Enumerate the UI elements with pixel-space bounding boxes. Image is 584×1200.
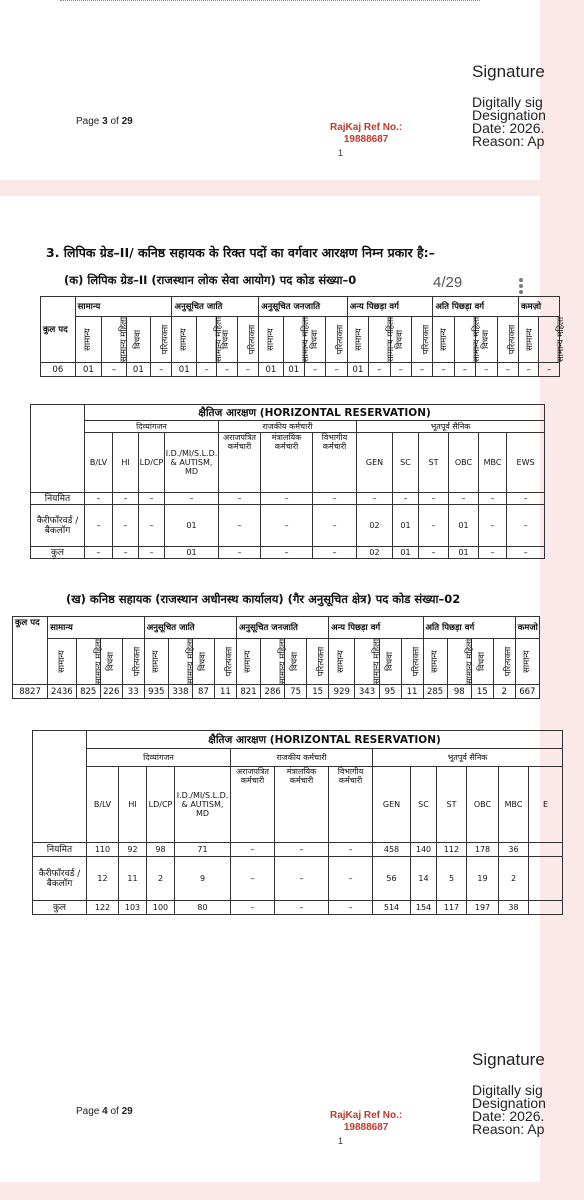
table-cell: – <box>304 363 325 377</box>
table-cell: – <box>196 363 216 377</box>
group-header: भूतपूर्व सैनिक <box>357 421 545 433</box>
table-cell: – <box>275 843 329 857</box>
subcol-header: विधवा <box>390 317 411 363</box>
rajkaj-ref: RajKaj Ref No.: 19888687 <box>330 1110 403 1133</box>
table-cell: – <box>393 493 419 505</box>
subcol-header: सामान्य महिला <box>168 639 192 685</box>
document-page-4 <box>0 196 567 1182</box>
col-header: EWS <box>507 433 545 493</box>
section-heading: 3. लिपिक ग्रेड–II/ कनिष्ठ सहायक के रिक्त पदों का वर्गवार आरक्षण निम्न प्रकार है:– <box>46 245 435 260</box>
subcol-header: विधवा <box>126 317 150 363</box>
table-cell: 2436 <box>48 685 77 699</box>
table-cell: 825 <box>76 685 100 699</box>
hz-group-row <box>33 749 563 767</box>
col-header: OBC <box>467 767 499 843</box>
table-cell: – <box>275 857 329 901</box>
subcol-header: सामान्य महिला <box>447 639 471 685</box>
subcol-header: विधवा <box>471 639 493 685</box>
table-cell: 14 <box>411 857 437 901</box>
table-cell: 06 <box>41 363 76 377</box>
subcol-header: परित्यक्ता <box>122 639 144 685</box>
table-cell: 2 <box>493 685 515 699</box>
table-cell: – <box>275 901 329 915</box>
table-cell: – <box>476 363 497 377</box>
hz-col-row <box>33 767 563 843</box>
col-header: विभागीय कर्मचारी <box>329 767 373 843</box>
subcol-header: सामान्य <box>347 317 368 363</box>
subcol-header: सामान्य <box>259 317 283 363</box>
col-header: मंत्रालयिक कर्मचारी <box>261 433 313 493</box>
page-indicator: 4/29 <box>430 274 465 291</box>
table-row <box>13 685 540 699</box>
table-cell: 75 <box>285 685 307 699</box>
row-label: कुल <box>31 547 85 559</box>
col-header: अराजपत्रित कर्मचारी <box>231 767 275 843</box>
row-label: नियमित <box>31 493 85 505</box>
table-cell <box>529 901 563 915</box>
table-cell: – <box>219 547 261 559</box>
table-row <box>31 505 545 547</box>
col-header: HI <box>113 433 139 493</box>
group-header: कमज़ो <box>518 297 559 317</box>
table-cell: – <box>329 901 373 915</box>
table-ka-group-row <box>41 297 560 317</box>
col-header: SC <box>393 433 419 493</box>
table-cell: 01 <box>449 547 479 559</box>
table-cell: – <box>507 547 545 559</box>
subcol-header: सामान्य महिला <box>454 317 475 363</box>
subcol-header: विधवा <box>304 317 325 363</box>
table-cell: – <box>231 857 275 901</box>
subcol-header: सामान्य महिला <box>355 639 379 685</box>
table-cell: – <box>433 363 454 377</box>
table-cell: – <box>518 363 538 377</box>
table-cell: – <box>329 843 373 857</box>
table-cell: 154 <box>411 901 437 915</box>
table-cell: 929 <box>329 685 355 699</box>
table-cell: 122 <box>87 901 119 915</box>
col-header: MBC <box>479 433 507 493</box>
subcol-header: परित्यक्ता <box>214 639 236 685</box>
table-cell: 33 <box>122 685 144 699</box>
subcol-header: सामान्य महिला <box>102 317 126 363</box>
col-header: E <box>529 767 563 843</box>
subcol-header: परित्यक्ता <box>401 639 423 685</box>
table-cell: 98 <box>147 843 175 857</box>
subcol-header: परित्यक्ता <box>411 317 432 363</box>
table-cell: 458 <box>373 843 411 857</box>
subcol-header: सामान्य <box>518 317 538 363</box>
table-cell: – <box>313 547 357 559</box>
subcol-header: सामान्य <box>48 639 77 685</box>
table-cell: – <box>411 363 432 377</box>
table-cell: 8827 <box>13 685 48 699</box>
table-cell: – <box>329 857 373 901</box>
table-cell: 514 <box>373 901 411 915</box>
col-header: अराजपत्रित कर्मचारी <box>219 433 261 493</box>
total-posts-header: कुल पद <box>13 617 48 685</box>
hz-title-row <box>33 731 563 749</box>
table-cell: – <box>479 493 507 505</box>
subcol-header: सामान्य <box>75 317 102 363</box>
subcol-header: सामान्य <box>433 317 454 363</box>
subcol-header: विधवा <box>379 639 401 685</box>
subcol-header: परित्यक्ता <box>326 317 347 363</box>
table-cell: – <box>390 363 411 377</box>
table-cell: 01 <box>165 547 219 559</box>
group-header: दिव्यांगजन <box>85 421 219 433</box>
row-label: कैरीफॉरवर्ड / बैकलॉग <box>33 857 87 901</box>
table-cell: 343 <box>355 685 379 699</box>
table-cell: 2 <box>147 857 175 901</box>
subcol-header: विधवा <box>217 317 237 363</box>
page-top-remnant <box>60 0 480 6</box>
subcol-header: सामान्य महिला <box>261 639 285 685</box>
group-header: कमजो <box>515 617 539 639</box>
col-header: LD/CP <box>147 767 175 843</box>
table-cell: 01 <box>259 363 283 377</box>
table-cell: 140 <box>411 843 437 857</box>
table-cell: – <box>419 547 449 559</box>
table-cell: 95 <box>379 685 401 699</box>
table-cell: 286 <box>261 685 285 699</box>
table-cell: 667 <box>515 685 539 699</box>
subcol-header: विधवा <box>193 639 215 685</box>
table-cell: – <box>261 493 313 505</box>
table-ka-subheader-row <box>41 317 560 363</box>
subcol-header: परित्यक्ता <box>151 317 172 363</box>
table-cell: – <box>217 363 237 377</box>
table-cell: – <box>479 547 507 559</box>
hz-group-row <box>31 421 545 433</box>
subcol-header: सामान्य महिला <box>283 317 304 363</box>
group-header: भूतपूर्व सैनिक <box>373 749 563 767</box>
table-cell: – <box>454 363 475 377</box>
table-cell: 935 <box>144 685 168 699</box>
rajkaj-ref: RajKaj Ref No.: 19888687 <box>330 122 403 145</box>
table-cell: 01 <box>347 363 368 377</box>
col-header: GEN <box>357 433 393 493</box>
table-cell: – <box>151 363 172 377</box>
col-header: MBC <box>499 767 529 843</box>
table-cell: – <box>369 363 390 377</box>
group-header: अन्य पिछड़ा वर्ग <box>329 617 423 639</box>
table-cell: – <box>219 505 261 547</box>
hz-col-row <box>31 433 545 493</box>
col-header: ST <box>437 767 467 843</box>
table-cell: – <box>497 363 518 377</box>
table-cell: 01 <box>449 505 479 547</box>
row-label: कैरीफॉरवर्ड / बैकलॉग <box>31 505 85 547</box>
subcol-header: परित्यक्ता <box>307 639 329 685</box>
page-number-label: Page 4 of 29 <box>76 1106 133 1117</box>
table-cell: – <box>139 493 165 505</box>
col-header: ST <box>419 433 449 493</box>
table-cell: 01 <box>393 505 419 547</box>
table-cell: – <box>113 493 139 505</box>
table-cell: 100 <box>147 901 175 915</box>
table-cell: 11 <box>214 685 236 699</box>
table-cell: 103 <box>119 901 147 915</box>
subcol-header: सामान्य महिला <box>196 317 216 363</box>
table-row <box>31 547 545 559</box>
table-cell: 11 <box>119 857 147 901</box>
group-header: दिव्यांगजन <box>87 749 231 767</box>
signature-block: Digitally sig Designation Date: 2026. Reason: Ap <box>472 94 546 149</box>
table-cell: 197 <box>467 901 499 915</box>
subcol-header: सामान्य <box>515 639 539 685</box>
table-cell: 36 <box>499 843 529 857</box>
table-cell <box>529 843 563 857</box>
table-cell: – <box>326 363 347 377</box>
subcol-header: परित्यक्ता <box>237 317 258 363</box>
subcol-header: सामान्य महिला <box>369 317 390 363</box>
table-cell: 821 <box>236 685 260 699</box>
group-header: अन्य पिछड़ा वर्ग <box>347 297 433 317</box>
table-cell: – <box>419 493 449 505</box>
table-cell: 01 <box>393 547 419 559</box>
table-cell: 117 <box>437 901 467 915</box>
subcol-header: सामान्य <box>329 639 355 685</box>
table-cell: 01 <box>165 505 219 547</box>
table-cell: 110 <box>87 843 119 857</box>
table-cell: – <box>102 363 126 377</box>
col-header: मंत्रालयिक कर्मचारी <box>275 767 329 843</box>
col-header: GEN <box>373 767 411 843</box>
table-kha-subheader-row <box>13 639 540 685</box>
group-header: राजकीय कर्मचारी <box>219 421 357 433</box>
table-cell: 19 <box>467 857 499 901</box>
col-header: HI <box>119 767 147 843</box>
table-cell: – <box>419 505 449 547</box>
table-cell: 80 <box>175 901 231 915</box>
col-header: I.D./MI/S.L.D. & AUTISM, MD <box>175 767 231 843</box>
col-header: B/LV <box>85 433 113 493</box>
page-number-label: Page 3 of 29 <box>76 116 133 127</box>
table-cell: – <box>313 505 357 547</box>
col-header: I.D./MI/S.L.D. & AUTISM, MD <box>165 433 219 493</box>
table-cell: – <box>85 493 113 505</box>
table-ka-vertical <box>40 296 567 377</box>
col-header: SC <box>411 767 437 843</box>
table-kha-vertical <box>12 616 540 699</box>
subsection-kha-heading: (ख) कनिष्ठ सहायक (राजस्थान अधीनस्थ कार्यालय) (गैर अनुसूचित क्षेत्र) पद कोड संख्या–02 <box>66 592 461 606</box>
table-cell: – <box>85 505 113 547</box>
group-header: अति पिछड़ा वर्ग <box>433 297 519 317</box>
table-cell: 15 <box>307 685 329 699</box>
page-small-number: 1 <box>338 1136 344 1146</box>
table-row <box>33 857 563 901</box>
subcol-header: विधवा <box>476 317 497 363</box>
table-cell: 02 <box>357 505 393 547</box>
subcol-header: सामान्य महिला <box>76 639 100 685</box>
page-small-number: 1 <box>338 148 344 158</box>
subcol-header: सामान्य <box>423 639 447 685</box>
table-cell: 2 <box>499 857 529 901</box>
table-cell: 98 <box>447 685 471 699</box>
group-header: अनुसूचित जनजाति <box>236 617 328 639</box>
table-cell: – <box>261 547 313 559</box>
table-cell: 87 <box>193 685 215 699</box>
table-row <box>33 843 563 857</box>
table-kha-horizontal <box>32 730 563 915</box>
row-label: कुल <box>33 901 87 915</box>
col-header: B/LV <box>87 767 119 843</box>
subcol-header: सामान्य महिला <box>539 317 560 363</box>
table-cell: – <box>539 363 560 377</box>
subcol-header: परित्यक्ता <box>497 317 518 363</box>
subcol-header: सामान्य <box>172 317 196 363</box>
table-cell: – <box>113 547 139 559</box>
table-cell: – <box>165 493 219 505</box>
table-cell: 9 <box>175 857 231 901</box>
hz-title-row <box>31 405 545 421</box>
table-cell: – <box>231 843 275 857</box>
col-header: OBC <box>449 433 479 493</box>
hz-title: क्षैतिज आरक्षण (HORIZONTAL RESERVATION) <box>85 405 545 421</box>
subcol-header: विधवा <box>285 639 307 685</box>
hz-title: क्षैतिज आरक्षण (HORIZONTAL RESERVATION) <box>87 731 563 749</box>
subcol-header: विधवा <box>100 639 122 685</box>
table-kha-group-row <box>13 617 540 639</box>
subcol-header: सामान्य <box>236 639 260 685</box>
table-ka-horizontal <box>30 404 545 559</box>
table-cell: 11 <box>401 685 423 699</box>
subcol-header: सामान्य <box>144 639 168 685</box>
table-cell: 338 <box>168 685 192 699</box>
table-cell: 71 <box>175 843 231 857</box>
table-cell: – <box>507 493 545 505</box>
signature-title: Signature <box>472 1050 545 1069</box>
subsection-ka-heading: (क) लिपिक ग्रेड–II (राजस्थान लोक सेवा आयोग) पद कोड संख्या–0 <box>64 273 357 287</box>
table-cell: 01 <box>126 363 150 377</box>
table-cell: 02 <box>357 547 393 559</box>
row-label: नियमित <box>33 843 87 857</box>
document-page-3 <box>0 0 546 180</box>
group-header: सामान्य <box>48 617 145 639</box>
table-cell: 12 <box>87 857 119 901</box>
table-cell: 15 <box>471 685 493 699</box>
table-cell: 01 <box>283 363 304 377</box>
table-cell: – <box>139 505 165 547</box>
table-cell: 226 <box>100 685 122 699</box>
table-cell: – <box>85 547 113 559</box>
group-header: अनुसूचित जनजाति <box>259 297 348 317</box>
col-header: LD/CP <box>139 433 165 493</box>
table-row <box>33 901 563 915</box>
col-header: विभागीय कर्मचारी <box>313 433 357 493</box>
table-cell: 56 <box>373 857 411 901</box>
group-header: अति पिछड़ा वर्ग <box>423 617 515 639</box>
table-cell: 38 <box>499 901 529 915</box>
table-cell: – <box>449 493 479 505</box>
subcol-header: परित्यक्ता <box>493 639 515 685</box>
total-posts-header: कुल पद <box>41 297 76 363</box>
group-header: अनुसूचित जाति <box>144 617 236 639</box>
table-cell: – <box>237 363 258 377</box>
table-cell: – <box>113 505 139 547</box>
table-cell: 01 <box>75 363 102 377</box>
signature-block: Digitally sig Designation Date: 2026. Reason: Ap <box>472 1082 546 1137</box>
table-cell: 285 <box>423 685 447 699</box>
table-cell: – <box>357 493 393 505</box>
signature-title: Signature <box>472 62 545 81</box>
table-row <box>31 493 545 505</box>
table-cell: 112 <box>437 843 467 857</box>
table-row <box>41 363 560 377</box>
group-header: अनुसूचित जाति <box>172 297 259 317</box>
table-cell: – <box>231 901 275 915</box>
group-header: सामान्य <box>75 297 172 317</box>
table-cell: – <box>507 505 545 547</box>
table-cell: 5 <box>437 857 467 901</box>
table-cell <box>529 857 563 901</box>
table-cell: 01 <box>172 363 196 377</box>
table-cell: – <box>313 493 357 505</box>
table-cell: 92 <box>119 843 147 857</box>
table-cell: – <box>219 493 261 505</box>
table-cell: – <box>139 547 165 559</box>
table-cell: – <box>479 505 507 547</box>
group-header: राजकीय कर्मचारी <box>231 749 373 767</box>
table-cell: – <box>261 505 313 547</box>
more-options-icon[interactable] <box>516 276 526 298</box>
table-cell: 178 <box>467 843 499 857</box>
